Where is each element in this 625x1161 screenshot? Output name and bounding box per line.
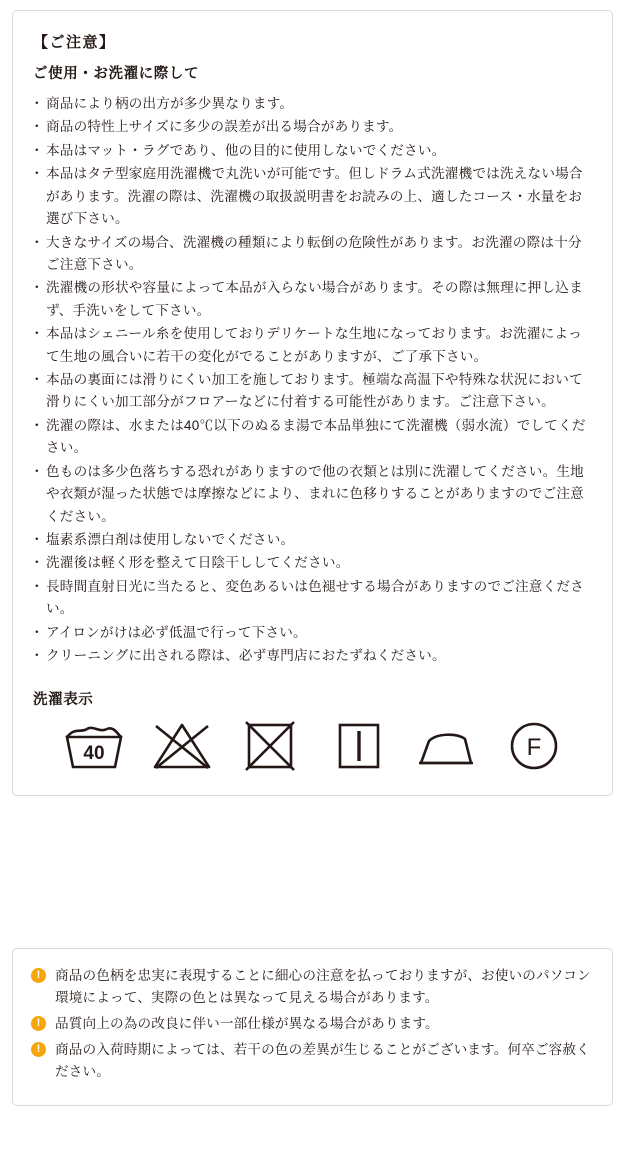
list-item: ・ 長時間直射日光に当たると、変色あるいは色褪せする場合がありますのでご注意ください。 [31, 576, 594, 621]
dry-in-shade-icon [327, 717, 389, 773]
warning-icon: ! [31, 968, 46, 983]
list-item: ・ 商品により柄の出方が多少異なります。 [31, 93, 594, 115]
list-item [31, 1013, 594, 1035]
list-item: ・ 洗濯の際は、水または40℃以下のぬるま湯で本品単独にて洗濯機（弱水流）でしてください。 [31, 415, 594, 460]
list-item-text: 商品の色柄を忠実に表現することに細心の注意を払っておりますが、お使いのパソコン環境によって、実際の色とは異なって見える場合があります。 [55, 968, 591, 1006]
list-item: ・ 本品はマット・ラグであり、他の目的に使用しないでください。 [31, 140, 594, 162]
wash-temp-value: 40 [83, 742, 105, 764]
list-item: ・ 大きなサイズの場合、洗濯機の種類により転倒の危険性があります。お洗濯の際は十分ご注意下さい。 [31, 232, 594, 277]
caution-note-list [31, 93, 594, 668]
warning-icon: ! [31, 1042, 46, 1057]
list-item: ・ 塩素系漂白剤は使用しないでください。 [31, 529, 594, 551]
page-title: 【ご注意】 [33, 34, 116, 51]
list-item: ・ 洗濯機の形状や容量によって本品が入らない場合があります。その際は無理に押し込まず、手洗いをして下さい。 [31, 277, 594, 322]
list-item-text: 商品の入荷時期によっては、若干の色の差異が生じることがございます。何卒ご容赦ください。 [55, 1042, 590, 1080]
list-item [31, 965, 594, 1009]
list-item: ・ 洗濯後は軽く形を整えて日陰干ししてください。 [31, 552, 594, 574]
color-notice-card [12, 948, 613, 1106]
wash-label-heading: 洗濯表示 [33, 691, 94, 708]
no-bleach-icon [151, 717, 213, 773]
warning-icon: ! [31, 1016, 46, 1031]
list-item-text: 品質向上の為の改良に伴い一部仕様が異なる場合があります。 [55, 1016, 439, 1032]
list-item: ・ 色ものは多少色落ちする恐れがありますので他の衣類とは別に洗濯してください。生地や衣類が湿った状態では摩擦などにより、まれに色移りすることがありますのでご注意ください。 [31, 461, 594, 528]
wash-tub-40-icon [63, 717, 125, 773]
list-item: ・ クリーニングに出される際は、必ず専門店におたずねください。 [31, 645, 594, 667]
no-tumble-dry-icon [239, 717, 301, 773]
iron-low-icon [415, 717, 477, 773]
dry-clean-f-icon [503, 717, 565, 773]
list-item: ・ 本品はシェニール糸を使用しておりデリケートな生地になっております。お洗濯によって生地の風合いに若干の変化がでることがありますが、ご了承下さい。 [31, 323, 594, 368]
dry-clean-code: F [526, 733, 542, 761]
wash-symbol-row [31, 717, 594, 773]
color-notice-list [31, 965, 594, 1083]
list-item: ・ 商品の特性上サイズに多少の誤差が出る場合があります。 [31, 116, 594, 138]
list-item: ・ 本品の裏面には滑りにくい加工を施しております。極端な高温下や特殊な状況において滑りにくい加工部分がフロアーなどに付着する可能性があります。ご注意下さい。 [31, 369, 594, 414]
list-item [31, 1039, 594, 1083]
list-item: ・ 本品はタテ型家庭用洗濯機で丸洗いが可能です。但しドラム式洗濯機では洗えない場合があります。洗濯の際は、洗濯機の取扱説明書をお読みの上、適したコース・水量をお選び下さい。 [31, 163, 594, 230]
caution-subheading: ご使用・お洗濯に際して [33, 66, 200, 82]
list-item: ・ アイロンがけは必ず低温で行って下さい。 [31, 622, 594, 644]
caution-card [12, 10, 613, 796]
